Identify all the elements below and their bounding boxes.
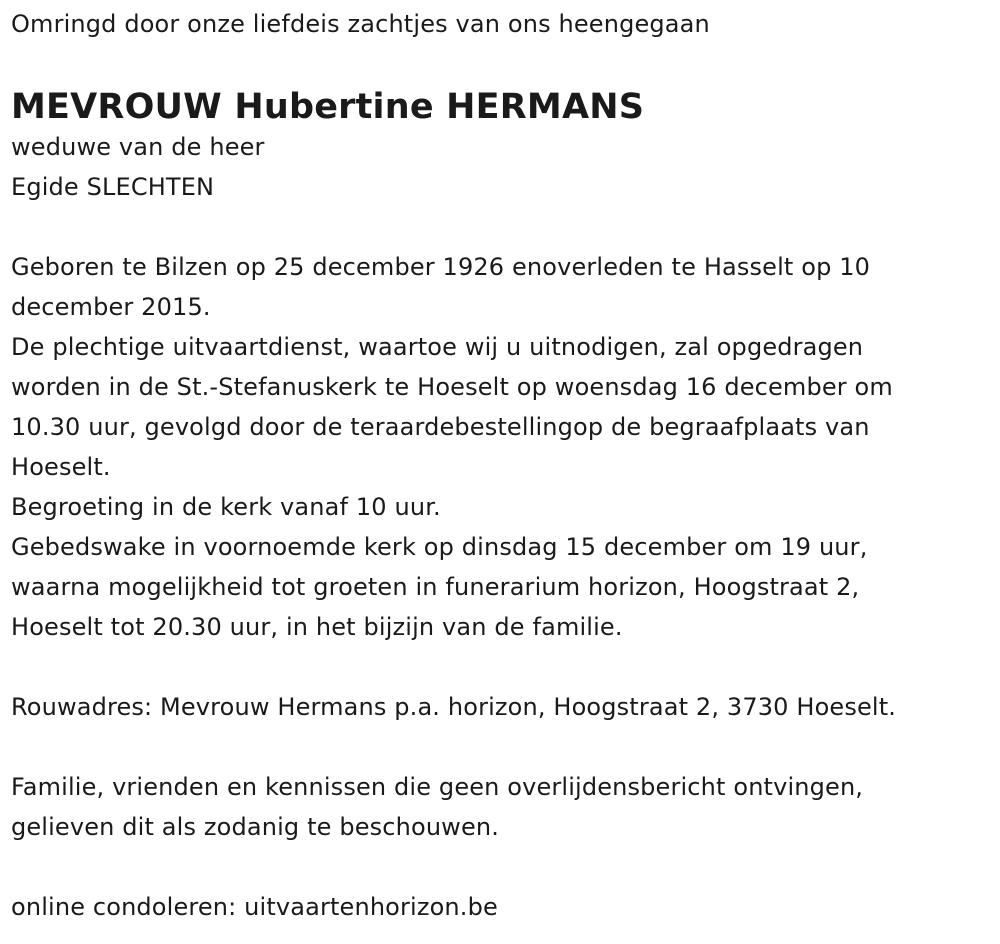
body-line: Hoeselt tot 20.30 uur, in het bijzijn van de familie. [11,613,623,641]
body-line: waarna mogelijkheid tot groeten in funerarium horizon, Hoogstraat 2, [11,573,860,601]
body-line: december 2015. [11,293,211,321]
condolences-link: online condoleren: uitvaartenhorizon.be [11,893,498,921]
family-line: Familie, vrienden en kennissen die geen overlijdensbericht ontvingen, [11,773,864,801]
spacer [11,207,991,247]
family-paragraph [11,767,991,847]
body-line: 10.30 uur, gevolgd door de teraardebestellingop de begraafplaats van [11,413,870,441]
intro-text: Omringd door onze liefdeis zachtjes van ons heengegaan [11,10,710,38]
body-line: Geboren te Bilzen op 25 december 1926 enoverleden te Hasselt op 10 [11,253,871,281]
widow-of-text: weduwe van de heer [11,133,265,161]
body-line: worden in de St.-Stefanuskerk te Hoeselt op woensdag 16 december om [11,373,893,401]
body-line: Gebedswake in voornoemde kerk op dinsdag 15 december om 19 uur, [11,533,868,561]
spouse-name: Egide SLECHTEN [11,173,215,201]
death-notice [11,0,991,927]
body-line: Begroeting in de kerk vanaf 10 uur. [11,493,441,521]
spacer [11,727,991,767]
spacer [11,847,991,887]
spacer [11,647,991,687]
family-line: gelieven dit als zodanig te beschouwen. [11,813,500,841]
body-paragraph [11,247,991,647]
mourning-address: Rouwadres: Mevrouw Hermans p.a. horizon, Hoogstraat 2, 3730 Hoeselt. [11,693,897,721]
body-line: De plechtige uitvaartdienst, waartoe wij u uitnodigen, zal opgedragen [11,333,864,361]
deceased-name: MEVROUW Hubertine HERMANS [11,87,645,127]
body-line: Hoeselt. [11,453,111,481]
